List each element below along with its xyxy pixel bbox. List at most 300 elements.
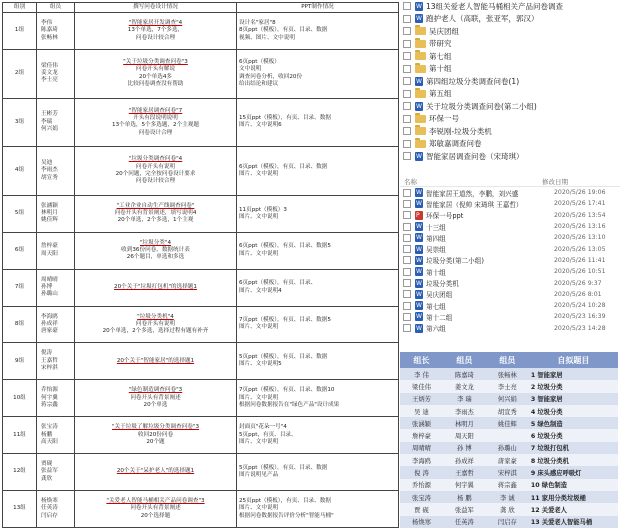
roster-name: 周晴晴 [400,442,443,454]
file-explorer-details [400,176,620,334]
file-list-item[interactable] [400,13,620,26]
roster-name: 李 伟 [400,368,443,380]
group-cell: 6组 [3,232,37,269]
roster-topic: 11 家用分类垃圾桶 [529,491,618,503]
word-doc-icon [415,77,423,86]
word-doc-icon [415,222,423,231]
roster-name: 何宇翼 [443,479,486,491]
file-row[interactable] [400,198,620,209]
group-work-table [2,2,399,528]
select-checkbox[interactable] [403,40,411,48]
roster-topic: 9 床头感应呼吸灯 [529,466,618,478]
file-row[interactable] [400,255,620,266]
select-checkbox[interactable] [403,234,411,242]
roster-name: 何兴娟 [486,393,529,405]
questionnaire-cell [75,454,237,491]
select-checkbox[interactable] [403,140,411,148]
file-list-item[interactable] [400,38,620,51]
header-members: 组员 [37,3,75,13]
file-row[interactable] [400,266,620,277]
select-checkbox[interactable] [403,77,411,85]
questionnaire-line: "垃圾分类机"4 [137,313,174,320]
select-checkbox[interactable] [403,200,411,208]
ppt-line: 图片、文中说明 [239,394,279,401]
file-row[interactable] [400,221,620,232]
ppt-line: 封面页"花朵一号"4 [239,424,287,431]
ppt-cell [237,98,399,147]
roster-topic: 4 垃圾分类 [529,405,618,417]
ppt-line: 25页ppt（模板），有页、目录、数据 [239,498,331,505]
word-doc-icon [415,324,423,333]
roster-name: 詹梓豪 [400,429,443,441]
file-name: 垃圾分类机 [426,280,459,289]
group-cell: 2组 [3,49,37,98]
member-name: 李海鸥 [41,313,58,320]
roster-header-leader: 组长 [400,352,443,368]
file-name: 第六组 [426,325,446,334]
ppt-line: 5页ppt（模板），有页、目录、数据 [239,464,328,471]
member-name: 任英涛 [41,505,58,512]
questionnaire-line: "智能家居开发调查"4 [128,20,183,26]
file-modified-date: 2020/5/26 19:06 [554,189,606,197]
select-checkbox[interactable] [403,102,411,110]
select-checkbox[interactable] [403,268,411,276]
member-name: 杨鹏 [41,431,53,438]
select-checkbox[interactable] [403,211,411,219]
file-name: 吴庆团组 [426,291,453,300]
table-row [3,98,399,147]
folder-icon [415,27,426,35]
questionnaire-line: 13个单选，5个多选题，2个主观题 [112,122,199,129]
member-name: 杨焕寒 [41,498,58,505]
roster-name: 姜文龙 [443,380,486,392]
questionnaire-line: 问卷开头有背景阐述，填写说明4 [114,210,197,217]
roster-row [400,429,618,441]
ppt-line: 调查问卷分析，收回20份 [239,73,303,80]
roster-name: 孙成祥 [443,454,486,466]
file-row[interactable] [400,232,620,243]
file-row[interactable] [400,243,620,254]
roster-name: 李 诚 [486,491,529,503]
roster-name: 杨焕寒 [400,516,443,528]
file-name: 第五组 [429,89,452,99]
ppt-cell [237,343,399,380]
ppt-line: 5页ppt，有页、目录、 [239,431,297,438]
table-row [3,49,399,98]
roster-row [400,405,618,417]
ppt-line: 图片、文中说明 [239,505,279,512]
questionnaire-cell [75,49,237,98]
member-name: 唐家豪 [41,328,58,335]
folder-icon [415,90,426,98]
select-checkbox[interactable] [403,15,411,23]
ppt-line: 7页ppt（模板），有页、目录、数据10 [239,387,335,394]
roster-topic: 8 垃圾分类机 [529,454,618,466]
header-group: 组别 [3,3,37,13]
roster-topic: 2 垃圾分类 [529,380,618,392]
file-modified-date: 2020/5/26 13:10 [554,234,606,242]
ppt-line: 15页ppt（模板），有页、目录、数据 [239,115,331,122]
word-doc-icon [415,14,423,23]
select-checkbox[interactable] [403,52,411,60]
members-cell [37,380,75,417]
file-name: 第十二组 [426,313,453,322]
member-name: 詹梓豪 [41,243,58,250]
ppt-line: 图片、文中说明 [239,171,279,178]
member-name: 张益军 [41,468,58,475]
group-cell: 13组 [3,490,37,527]
header-questionnaire: 撰写问卷设计情况 [75,3,237,13]
questionnaire-line: 13个单选，7个多选， [127,27,184,34]
questionnaire-line: "绿色制造调查问卷"3 [128,387,183,394]
folder-icon [415,65,426,73]
file-name: 智能家居（倪帅 宋琦琪 王嘉哲） [426,200,523,209]
ppt-line: 8页ppt（模板），有页、目录、数据 [239,27,328,34]
word-doc-icon [415,152,423,161]
file-list-item[interactable] [400,0,620,13]
questionnaire-cell [75,13,237,50]
questionnaire-line: 20个单选，2个多选，1个主观 [117,217,194,224]
members-cell [37,98,75,147]
questionnaire-line: "关爱老人智能马桶相关产品问卷调查"3 [106,498,205,505]
members-cell [37,269,75,306]
file-list-item[interactable] [400,113,620,126]
member-name: 贾砚 [41,461,53,468]
members-cell [37,195,75,232]
file-modified-date: 2020/5/23 16:39 [554,313,606,321]
member-name: 周晴晴 [41,276,58,283]
word-doc-icon [415,267,423,276]
roster-topic: 1 智能家居 [529,368,618,380]
table-row [3,306,399,343]
roster-name: 陈嘉琦 [443,368,486,380]
select-checkbox[interactable] [403,256,411,264]
ppt-cell [237,49,399,98]
roster-row [400,454,618,466]
roster-row [400,417,618,429]
group-cell: 10组 [3,380,37,417]
file-list-item[interactable] [400,75,620,88]
roster-row [400,479,618,491]
word-doc-icon [415,301,423,310]
questionnaire-cell [75,195,237,232]
word-doc-icon [415,312,423,321]
group-cell: 1组 [3,13,37,50]
roster-row [400,516,618,528]
questionnaire-line: "关于垃圾分类调查问卷"3 [123,59,188,66]
ppt-line: 文中说明 [239,66,262,73]
questionnaire-line: 20个关于"呆护老人"的选择题1 [116,468,195,475]
table-row [3,454,399,491]
member-name: 林明月 [41,210,58,217]
word-doc-icon [415,2,423,11]
ppt-line: 6页ppt（模板），有页、目录、数据5 [239,243,331,250]
roster-name: 闫启存 [486,516,529,528]
roster-header-row [400,352,618,368]
roster-row [400,393,618,405]
members-cell [37,147,75,196]
member-name: 周天阳 [41,250,58,257]
roster-row [400,466,618,478]
select-checkbox[interactable] [403,65,411,73]
member-name: 闫启存 [41,512,58,519]
member-name: 姚佳辉 [41,217,58,224]
file-list-item[interactable] [400,138,620,151]
file-name: 第四组 [426,234,446,243]
select-checkbox[interactable] [403,152,411,160]
roster-name: 王炳芳 [400,393,443,405]
word-doc-icon [415,102,423,111]
select-checkbox[interactable] [403,27,411,35]
ppt-line: 图片、文中说明 [239,250,279,257]
roster-name: 任英涛 [443,516,486,528]
group-cell: 9组 [3,343,37,380]
select-checkbox[interactable] [403,313,411,321]
ppt-line: 图片、文中说明 [239,438,279,445]
questionnaire-line: 20个选择题 [140,512,171,519]
ppt-line: 设计名"家居"8 [239,20,276,26]
select-checkbox[interactable] [403,279,411,287]
roster-name: 李海鸥 [400,454,443,466]
table-header-row [3,3,399,13]
file-name: 环保一号ppt [426,212,464,221]
file-name: 吴庆团组 [429,26,459,36]
file-name: 吴崇组 [426,246,446,255]
select-checkbox[interactable] [403,2,411,10]
member-name: 高天阳 [41,438,58,445]
column-date-header[interactable]: 修改日期 [542,177,568,186]
members-cell [37,49,75,98]
questionnaire-line: 问卷开头有背景阐述 [130,505,181,512]
questionnaire-line: "垃圾分类"4 [139,239,172,246]
questionnaire-line: 问卷开头有说明 [135,163,176,170]
file-modified-date: 2020/5/24 10:28 [554,302,606,310]
file-modified-date: 2020/5/26 17:41 [554,200,606,208]
file-name: 第四组垃圾分类调查问卷(1) [426,76,520,86]
roster-name: 周天阳 [443,429,486,441]
file-name: 跑护老人（高联，张亚军，郭汉） [426,14,539,24]
questionnaire-line: 20个单选 [143,401,168,408]
roster-row [400,491,618,503]
questionnaire-line: "关于垃圾了解垃圾分类调查问卷"3 [111,424,200,431]
questionnaire-line: 比较问卷调查没有帮助 [127,81,184,88]
file-list-item[interactable] [400,63,620,76]
group-cell: 3组 [3,98,37,147]
file-list-item[interactable] [400,100,620,113]
ppt-cell [237,306,399,343]
ppt-line: 图片、文中说明 [239,324,279,331]
members-cell [37,306,75,343]
word-doc-icon [415,199,423,208]
file-name: 第七组 [429,51,452,61]
questionnaire-line: 20个关于"垃圾打包机"的选择题1 [114,283,197,290]
ppt-cell [237,454,399,491]
file-name: 环保一号 [429,114,459,124]
member-name: 宋梓淇 [41,365,58,372]
roster-name: 林明月 [443,417,486,429]
questionnaire-cell [75,147,237,196]
member-name: 孙璐山 [41,291,58,298]
roster-topic: 7 垃圾打包机 [529,442,618,454]
member-name: 何兴娟 [41,126,58,133]
table-row [3,232,399,269]
roster-topic: 12 关爱老人 [529,503,618,515]
file-modified-date: 2020/5/26 10:51 [554,268,606,276]
questionnaire-line: 20个题 [146,438,165,445]
file-name: 13组关爱老人智能马桶相关产品问卷调查 [426,1,564,11]
roster-name: 张畅林 [486,368,529,380]
member-name: 张畅林 [41,34,58,41]
roster-topic: 6 垃圾分类 [529,429,618,441]
folder-icon [415,40,426,48]
member-name: 王彬芳 [41,111,58,118]
questionnaire-cell [75,306,237,343]
pdf-icon [415,211,423,220]
questionnaire-line: 问卷开头有说明 [135,320,176,327]
questionnaire-line: 收到36份问卷，数据统计表 [121,247,190,254]
member-name: 吴迪 [41,160,53,167]
select-checkbox[interactable] [403,245,411,253]
select-checkbox[interactable] [403,290,411,298]
file-row[interactable] [400,187,620,198]
column-name-header[interactable]: 名称 [404,177,417,186]
select-checkbox[interactable] [403,189,411,197]
roster-name: 吴 迪 [400,405,443,417]
file-name: 第七组 [426,302,446,311]
roster-name: 梁佳伟 [400,380,443,392]
questionnaire-cell [75,417,237,454]
roster-header-topic: 自拟题目 [529,352,618,368]
questionnaire-line: 问卷设计合理 [138,129,173,136]
member-name: 何宇翼 [41,394,58,401]
member-name: 胡宣秀 [41,174,58,181]
table-row [3,195,399,232]
ppt-line: 视频、图片、文中说明 [239,34,295,41]
roster-topic: 13 关爱老人智能马桶 [529,516,618,528]
file-row[interactable] [400,323,620,334]
ppt-cell [237,232,399,269]
select-checkbox[interactable] [403,127,411,135]
ppt-line: 6页ppt（模板），有页、目录、数据 [239,163,328,170]
members-cell [37,232,75,269]
file-modified-date: 2020/5/26 11:41 [554,256,606,264]
ppt-cell [237,269,399,306]
questionnaire-line: 问卷设计较合理 [135,178,176,185]
ppt-line: 图片说明见产品 [239,472,279,479]
roster-name: 孙璐山 [486,442,529,454]
folder-icon [415,140,426,148]
ppt-line: 7页ppt（模板），有页、目录、数据5 [239,317,331,324]
roster-name: 蒋宗鑫 [486,479,529,491]
roster-name: 李 瑞 [443,393,486,405]
folder-icon [415,115,426,123]
select-checkbox[interactable] [403,223,411,231]
ppt-cell [237,380,399,417]
ppt-cell [237,147,399,196]
table-row [3,147,399,196]
member-name: 乔怡源 [41,387,58,394]
questionnaire-line: 26个题目，单选和多选 [126,254,185,261]
select-checkbox[interactable] [403,302,411,310]
header-ppt: PPT制作情况 [237,3,399,13]
file-list-item[interactable] [400,88,620,101]
folder-icon [415,52,426,60]
ppt-cell [237,417,399,454]
file-row[interactable] [400,311,620,322]
members-cell [37,343,75,380]
file-row[interactable] [400,210,620,221]
word-doc-icon [415,233,423,242]
member-name: 倪涛 [41,350,53,357]
file-name: 关于垃圾分类调查问卷(第二小组) [426,101,537,111]
member-name: 姜文龙 [41,70,58,77]
ppt-line: 图片、文中说明4 [239,287,282,294]
roster-name: 胡宣秀 [486,405,529,417]
questionnaire-cell [75,269,237,306]
group-cell: 7组 [3,269,37,306]
table-row [3,269,399,306]
ppt-cell [237,195,399,232]
questionnaire-line: 收回20份问卷 [137,431,174,438]
ppt-line: 6页ppt（模板），有页、目录、 [239,280,317,287]
questionnaire-line: "垃圾分类调查问卷"4 [128,156,183,163]
questionnaire-line: 20个问题，完全按问卷设计要求 [115,171,196,178]
file-list-item[interactable] [400,125,620,138]
word-doc-icon [415,188,423,197]
file-row[interactable] [400,289,620,300]
ppt-cell [237,490,399,527]
select-checkbox[interactable] [403,115,411,123]
member-name: 张宝涛 [41,424,58,431]
select-checkbox[interactable] [403,90,411,98]
file-name: 第十组 [429,64,452,74]
ppt-line: 图片、文中说明6 [239,122,282,129]
details-header [400,176,620,187]
file-row[interactable] [400,277,620,288]
file-modified-date: 2020/5/26 13:16 [554,223,606,231]
members-cell [37,417,75,454]
roster-name: 宋梓淇 [486,466,529,478]
file-list-item[interactable] [400,50,620,63]
file-list-item[interactable] [400,25,620,38]
roster-row [400,368,618,380]
word-doc-icon [415,256,423,265]
roster-name [486,429,529,441]
ppt-line: 根据问卷数据报告评价分析"智能马桶" [239,512,334,519]
members-cell [37,13,75,50]
word-doc-icon [415,245,423,254]
group-cell: 11组 [3,417,37,454]
file-modified-date: 2020/5/23 14:28 [554,324,606,332]
file-list-item[interactable] [400,150,620,163]
select-checkbox[interactable] [403,324,411,332]
roster-name: 孙 博 [443,442,486,454]
folder-icon [415,127,426,135]
file-name: 垃圾分类(第二小组) [426,257,484,266]
roster-row [400,442,618,454]
file-row[interactable] [400,300,620,311]
ppt-line: 11页ppt（模板）3 [239,206,287,213]
group-cell: 4组 [3,147,37,196]
questionnaire-line: 问卷开头有背景阐述 [130,394,181,401]
file-name: 智能家居王道然，李鹏，刘兴盛 [426,189,519,198]
file-name: 李锐刚-垃圾分类机 [429,126,492,136]
roster-name: 龚 欣 [486,503,529,515]
questionnaire-cell [75,98,237,147]
member-name: 李伟 [41,20,53,26]
file-name: 带研究 [429,39,452,49]
ppt-line: 根据问卷数据报告在"绿色产品"设计成果 [239,401,340,408]
